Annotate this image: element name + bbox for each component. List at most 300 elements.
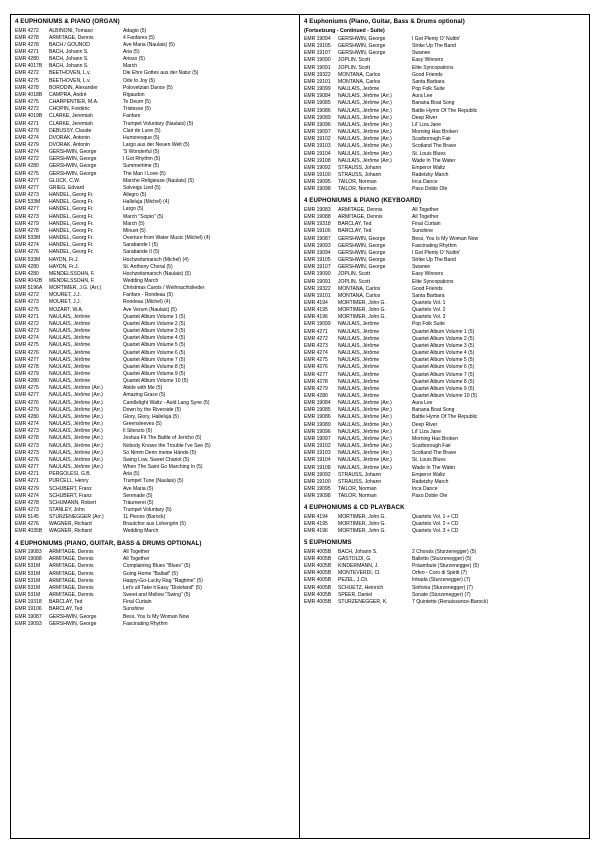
item-title: Fascinating Rhythm [123,620,168,627]
item-composer: STURZENEGGER (Arr.) [49,514,104,521]
item-title: Trumpet Voluntary (Naulais) (5) [123,120,194,127]
item-composer: CLARKE, Jeremiah [49,120,93,127]
item-composer: MONTANA, Carlos [338,71,381,78]
table-row [304,592,585,599]
item-title: 'S Wonderful (5) [123,149,160,156]
item-title: Marche Religieuse (Naulais) (5) [123,177,194,184]
table-row [15,407,295,414]
listing-body-5 [304,549,585,606]
item-title: Tristesse (5) [123,106,151,113]
item-composer: NAULAIS, Jérôme (Arr.) [49,456,103,463]
table-row [15,464,295,471]
item-title: The Man I Love (5) [123,170,166,177]
item-title: Quartet Album Volume 10 (5) [123,378,189,385]
table-row [304,143,585,150]
item-code: EMR 4275 [15,306,39,313]
item-title: Präambule (Sturzenegger) (5) [412,563,480,570]
item-title: Scarborough Fair [412,443,451,450]
item-code: EMR 19322 [304,71,331,78]
table-row [15,99,295,106]
item-code: EMR 19085 [304,100,331,107]
item-title: Quartets Vol. 2 [412,307,446,314]
table-row [15,42,295,49]
item-composer: ARMITAGE, Dennis [49,563,94,570]
item-composer: MONTANA, Carlos [338,292,381,299]
item-title: Strike Up The Band [412,43,456,50]
item-code: EMR 19318 [15,599,42,606]
item-title: Scarborough Fair [412,136,451,143]
item-code: EMR 4279 [304,385,328,392]
table-row [304,486,585,493]
table-row [15,350,295,357]
item-title: Quartet Album Volume 3 (5) [412,342,475,349]
table-row [304,50,585,57]
table-row [304,279,585,286]
item-code: EMR 19107 [304,264,331,271]
item-code: EMR 19094 [304,36,331,42]
item-composer: NAULAIS, Jérôme (Arr.) [338,421,392,428]
item-composer: NAULAIS, Jérôme (Arr.) [49,399,103,406]
item-title: Serenade (5) [123,492,153,499]
item-title: 11 Pieces (Barock) [123,514,166,521]
item-composer: HAYDN, Fr.J. [49,256,79,263]
item-composer: NAULAIS, Jérôme (Arr.) [338,450,392,457]
item-title: I Got Plenty O' Nuttin' [412,36,461,42]
item-title: Emperor Waltz [412,471,446,478]
item-code: EMR 19103 [304,450,331,457]
item-composer: HÄNDEL, Georg Fr. [49,242,94,249]
item-code: EMR 19094 [304,249,331,256]
item-title: Easy Winners [412,57,444,64]
table-row [304,314,585,321]
item-composer: HÄNDEL, Georg Fr. [49,235,94,242]
item-code: EMR 4272 [15,156,39,163]
item-composer: NAULAIS, Jérôme (Arr.) [49,406,103,413]
item-title: Easy Winners [412,271,444,278]
item-composer: NAULAIS, Jerôme [338,321,380,328]
item-title: Largo (5) [123,206,144,213]
table-row [304,293,585,300]
item-composer: GLUCK, C.W. [49,177,81,184]
item-title: Happy-Go-Lucky Rag "Ragtime" (5) [123,577,203,584]
item-code: EMR 4279 [15,220,39,227]
item-code: EMR 4276 [15,399,39,406]
item-code: EMR 531M [15,584,41,591]
table-row [15,192,295,199]
item-title: So Nimm Denn meine Hände (5) [123,449,197,456]
item-composer: NAULAIS, Jérôme [338,328,380,335]
table-row [15,271,295,278]
item-code: EMR 19087 [304,235,331,242]
item-title: Strike Up The Band [412,257,456,264]
item-code: EMR 4277 [15,392,39,399]
item-title: Elite Syncopations [412,278,454,285]
item-composer: NAULAIS, Jérôme (Arr.) [338,157,392,164]
item-code: EMR 19088 [15,556,42,563]
table-row [15,364,295,371]
item-title: 4 Fanfares (5) [123,34,155,41]
item-code: EMR 19101 [304,78,331,85]
item-composer: PERGOLESI, G.B. [49,471,92,478]
table-row [15,435,295,442]
table-row [15,563,295,570]
item-code: EMR 19087 [15,613,42,620]
item-title: Te Deum (5) [123,99,151,106]
table-row [304,214,585,221]
section-guitar-bass-drums-continued [304,18,585,193]
item-title: Quartet Album Volume 2 (5) [412,335,475,342]
item-title: Paso Doble Ole [412,186,448,193]
table-row [15,549,295,556]
table-row [304,172,585,179]
table-row [15,242,295,249]
item-composer: ARMITAGE, Dennis [49,34,94,41]
table-row [304,228,585,235]
item-composer: ARMITAGE, Dennis [49,570,94,577]
table-row [15,264,295,271]
item-title: Quartet Album Volume 5 (5) [412,357,475,364]
table-row [304,457,585,464]
item-title: Quartet Album Volume 5 (5) [123,342,186,349]
item-code: EMR 19098 [304,186,331,193]
item-composer: STRAUSS, Johann [338,164,382,171]
item-title: Final Curtain [412,221,441,228]
item-composer: WAGNER, Richard [49,528,92,535]
item-title: Quartet Album Volume 4 (5) [123,335,186,342]
item-code: EMR 4019B [15,113,43,120]
item-code: EMR 4035B [15,528,43,535]
item-title: Wedding March [123,528,159,535]
listing-table [304,514,585,535]
table-row [15,307,295,314]
table-row [15,328,295,335]
item-code: EMR 4273 [15,192,39,199]
item-title: Allegro (5) [123,192,147,199]
item-composer: KINDERMANN, J. [338,563,379,570]
item-title: Aura Lee [412,400,433,407]
table-row [304,100,585,107]
table-row [304,329,585,336]
item-code: EMR 4277 [15,177,39,184]
item-title: Quartet Album Volume 7 (5) [123,356,186,363]
item-composer: NAULAIS, Jérôme (Arr.) [338,114,392,121]
item-code: EMR 19092 [304,164,331,171]
table-row [15,178,295,185]
item-code: EMR 533M [15,199,41,206]
table-row [304,307,585,314]
item-composer: NAULAIS, Jérôme [49,342,91,349]
item-code: EMR 19084 [304,400,331,407]
item-title: Lil' Liza Jane [412,428,442,435]
item-title: Sarabande II (5) [123,249,160,256]
item-composer: ARMITAGE, Dennis [49,577,94,584]
table-row [304,129,585,136]
item-title: Complaining Blues "Blues" (5) [123,563,191,570]
item-title: Wedding March [123,277,159,284]
item-composer: ALBINONI, Tomaso [49,27,93,34]
item-composer: NAULAIS, Jérôme (Arr.) [338,443,392,450]
table-row [15,49,295,56]
item-title: Quartet Album Volume 9 (5) [123,371,186,377]
item-composer: STURZENEGGER, K. [338,598,388,605]
section-keyboard [304,197,585,500]
item-title: Let's all Take it Easy "Dixieland" (5) [123,584,202,591]
item-title: Solveigs Lied (5) [123,184,161,191]
item-composer: NAULAIS, Jérôme [49,371,91,377]
item-title: Pop Folk Suite [412,86,445,93]
item-code: EMR 19086 [304,107,331,114]
table-row [304,43,585,50]
item-code: EMR 4275 [15,77,39,84]
item-title: Sunshine [123,606,145,613]
table-row [15,606,295,613]
item-composer: HÄNDEL, Georg Fr. [49,199,94,206]
item-code: EMR 4277 [15,206,39,213]
table-row [304,379,585,386]
item-composer: MORTIMER, John G. [338,299,386,306]
item-code: EMR 531M [15,577,41,584]
item-title: 2 Chorals (Sturzenegger) (5) [412,548,477,555]
item-composer: MORTIMER, John G. [338,314,386,321]
item-title: Fanfare - Rondeau (5) [123,292,173,299]
table-row [15,257,295,264]
table-row [15,163,295,170]
table-row [304,400,585,407]
item-title: Orfeo - Coro di Spiriti (7) [412,570,467,577]
table-row [304,549,585,556]
item-code: EMR 4017B [15,63,43,70]
item-composer: HÄNDEL, Georg Fr. [49,206,94,213]
item-composer: NAULAIS, Jérôme [49,328,91,335]
table-row [15,214,295,221]
item-title: Swanee [412,264,431,271]
item-title: St. Louis Blues [412,457,446,464]
table-row [304,236,585,243]
item-code: EMR 19092 [304,471,331,478]
item-code: EMR 4280 [15,56,39,63]
item-title: Morning Has Broken [412,129,459,136]
item-code: EMR 4272 [15,27,39,34]
section-heading: 4 EUPHONIUMS & PIANO (KEYBOARD) [304,197,422,205]
item-title: Pop Folk Suite [412,321,445,328]
table-row [304,386,585,393]
table-row [15,450,295,457]
item-title: Swing Low, Sweet Chariot (5) [123,456,190,463]
item-code: EMR 19318 [304,221,331,228]
item-title: Fanfare [123,113,141,120]
table-row [15,70,295,77]
item-code: EMR 533M [15,235,41,242]
item-title: Banana Boat Song [412,407,455,414]
table-row [15,278,295,285]
item-code: EMR 4194 [304,513,328,520]
table-row [304,108,585,115]
item-title: St. Louis Blues [412,150,446,157]
table-row [15,228,295,235]
item-code: EMR 19095 [304,486,331,493]
table-row [304,136,585,143]
item-composer: BACH, Johann S. [49,63,89,70]
item-title: Deep River [412,421,438,428]
section-heading: 4 Euphoniums (Piano, Guitar, Bass & Drums optional) [304,18,465,25]
item-title: Sonate (Sturzenegger) (7) [412,591,471,598]
item-composer: SPEER, Daniel [338,591,373,598]
item-code: EMR 19101 [304,292,331,299]
item-code: EMR 19093 [304,242,331,249]
item-code: EMR 4274 [15,134,39,141]
item-code: EMR 4005B [304,563,332,570]
table-row [304,472,585,479]
item-code: EMR 19102 [304,443,331,450]
item-composer: ARMITAGE, Dennis [49,592,94,599]
item-composer: PURCELL, Henry [49,478,89,485]
item-title: Brautchor aus Lohengrin (5) [123,521,186,528]
table-row [304,158,585,165]
table-row [304,357,585,364]
item-code: EMR 4274 [15,149,39,156]
table-row [304,264,585,271]
listing-body-2 [304,36,585,193]
table-row [304,465,585,472]
table-row [15,206,295,213]
item-composer: NAULAIS, Jérôme (Arr.) [338,129,392,136]
item-composer: NAULAIS, Jérôme (Arr.) [338,457,392,464]
table-row [15,500,295,507]
item-title: Santa Barbara [412,292,445,299]
item-composer: HÄNDEL, Georg Fr. [49,213,94,220]
item-composer: NAULAIS, Jérôme [49,363,91,370]
item-composer: NAULAIS, Jérôme [338,350,380,357]
item-title: Hochzeitsmarsch (Michel) (4) [123,256,189,263]
item-title: Good Friends [412,71,443,78]
item-code: EMR 4276 [15,349,39,356]
item-title: Quartet Album Volume 6 (5) [412,364,475,371]
item-composer: NAULAIS, Jérôme (Arr.) [49,421,103,428]
item-title: Lil' Liza Jane [412,121,442,128]
table-row [15,156,295,163]
item-title: Largo aus der Neuen Welt (5) [123,142,190,148]
item-title: When The Saint Go Marching In (5) [123,464,203,471]
item-composer: WAGNER, Richard [49,521,92,528]
table-row [304,556,585,563]
item-composer: NAULAIS, Jérôme [338,357,380,364]
section-organ [15,18,295,536]
item-title: Quartets Vol. 2 + CD [412,521,459,527]
item-code: EMR 19085 [304,407,331,414]
item-composer: BACH, Johann S. [49,56,89,63]
item-composer: STRAUSS, Johann [338,471,382,478]
item-code: EMR 19095 [304,179,331,186]
table-row [304,243,585,250]
item-title: Quartet Album Volume 1 (5) [412,328,475,335]
table-row [15,149,295,156]
table-row [15,421,295,428]
item-composer: MOZART, W.A. [49,306,84,313]
table-row [15,414,295,421]
item-composer: BACH / GOUNOD [49,41,90,48]
item-code: EMR 19103 [304,143,331,150]
table-row [304,443,585,450]
item-title: Deep River [412,114,438,121]
item-composer: BARCLAY, Ted [49,606,83,613]
item-title: Fascinating Rhythm [412,242,457,249]
item-code: EMR 19083 [304,206,331,213]
item-composer: NAULAIS, Jérôme (Arr.) [49,428,103,435]
item-code: EMR 4278 [15,227,39,234]
table-row [15,599,295,606]
table-row [15,63,295,70]
table-row [15,507,295,514]
table-row [15,235,295,242]
item-code: EMR 19089 [304,114,331,121]
item-title: Rigaudon [123,91,145,98]
table-row [15,249,295,256]
item-code: EMR 4275 [15,385,39,392]
item-composer: NAULAIS, Jérôme [338,364,380,371]
item-composer: GERSHWIN, George [49,149,97,156]
table-row [304,393,585,400]
item-title: Trumpet Tune (Naulais) (5) [123,478,184,485]
table-row [304,122,585,129]
table-row [15,385,295,392]
item-code: EMR 19106 [15,606,42,613]
item-code: EMR 4274 [15,421,39,428]
item-code: EMR 19099 [304,321,331,328]
table-row [304,521,585,528]
item-title: Christmas Carols / Weihnachtslieder [123,285,205,292]
item-composer: NAULAIS, Jérôme [338,371,380,378]
table-row [304,514,585,521]
item-title: I Got Rhythm (5) [123,156,161,163]
table-row [15,486,295,493]
item-code: EMR 19100 [304,171,331,178]
item-code: EMR 4275 [15,342,39,349]
item-code: EMR 4277 [15,184,39,191]
item-code: EMR 4195 [304,521,328,527]
item-composer: NAULAIS, Jérôme (Arr.) [338,107,392,114]
item-composer: TAILOR, Norman [338,179,377,186]
item-code: EMR 4275 [304,357,328,364]
table-row [15,221,295,228]
item-code: EMR 4271 [15,313,39,320]
item-title: March [123,63,138,70]
item-composer: DVORAK, Antonin [49,134,90,141]
table-row [15,299,295,306]
item-composer: MENDELSSOHN, F. [49,270,95,277]
item-composer: STANLEY, John [49,506,85,513]
item-composer: NAULAIS, Jérôme [338,378,380,385]
listing-table [15,28,295,536]
item-composer: CLARKE, Jeremiah [49,113,93,120]
item-title: Paso Doble Ole [412,493,448,500]
item-code: EMR 4280 [15,378,39,385]
item-title: Good Friends [412,285,443,292]
item-title: Glory, Glory, Halleluja (5) [123,413,179,420]
item-code: EMR 4278 [15,41,39,48]
item-title: Aria (5) [123,471,140,478]
table-row [15,121,295,128]
table-row [304,221,585,228]
item-composer: BEETHOVEN, L.v. [49,77,91,84]
item-code: EMR 4278 [304,378,328,385]
item-composer: GERSHWIN, George [49,613,97,620]
item-composer: JOPLIN, Scott [338,64,370,71]
item-code: EMR 4273 [304,342,328,349]
table-row [15,592,295,599]
item-title: Polovetzian Dance (5) [123,84,173,91]
section-heading: 5 EUPHONIUMS [304,539,352,547]
item-code: EMR 4196 [304,528,328,535]
